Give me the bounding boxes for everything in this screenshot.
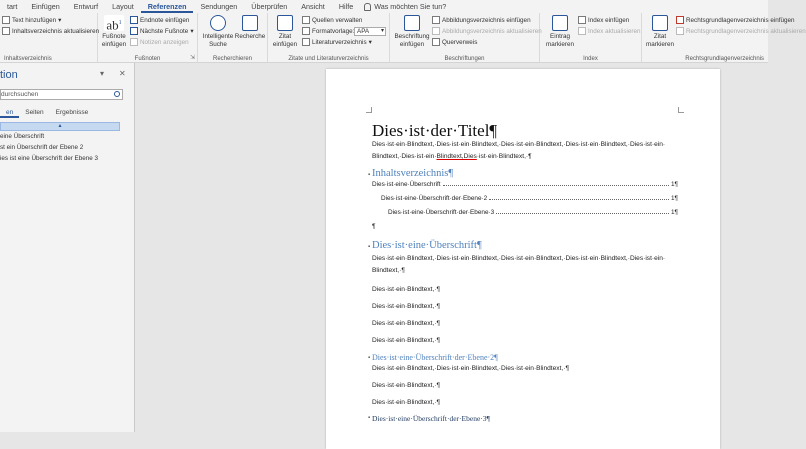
chevron-down-icon[interactable]: ▾	[100, 69, 105, 78]
manage-sources-button[interactable]: Quellen verwalten	[302, 16, 362, 24]
group-footnotes	[98, 13, 198, 63]
mark-entry-button[interactable]: Eintrag markieren	[544, 15, 576, 48]
bullet-mark: ▪	[368, 415, 371, 421]
refresh-icon	[578, 27, 586, 35]
smart-lookup-button[interactable]: Intelligente Suche	[201, 15, 235, 48]
research-icon	[242, 15, 258, 31]
body-paragraph[interactable]: Dies·ist·ein·Blindtext,·¶	[372, 382, 441, 389]
next-footnote-button[interactable]: Nächste Fußnote ▾	[130, 27, 193, 35]
insert-endnote-button[interactable]: Endnote einfügen	[130, 16, 189, 24]
document-area	[136, 63, 768, 432]
group-index	[540, 13, 642, 63]
dialog-launcher-icon[interactable]: ⇲	[189, 55, 195, 61]
heading-3[interactable]: Dies·ist·eine·Überschrift·der·Ebene·3¶	[372, 414, 490, 423]
ribbon	[0, 13, 806, 63]
group-label-citations: Zitate und Literaturverzeichnis	[288, 56, 369, 62]
tab-start[interactable]: tart	[7, 2, 18, 11]
group-label-footnotes: Fußnoten	[134, 56, 161, 62]
heading-1[interactable]: Dies·ist·eine·Überschrift¶	[372, 240, 482, 251]
group-label-captions: Beschriftungen	[444, 56, 485, 62]
nav-heading-item[interactable]: eine Überschrift	[0, 133, 45, 140]
search-icon[interactable]	[114, 91, 120, 97]
nav-heading-item[interactable]: st ein Überschrift der Ebene 2	[0, 144, 84, 151]
insert-table-of-authorities-button[interactable]: Rechtsgrundlagenverzeichnis einfügen	[676, 16, 795, 24]
group-label-authorities: Rechtsgrundlagenverzeichnis	[685, 56, 764, 62]
insert-table-of-figures-button[interactable]: Abbildungsverzeichnis einfügen	[432, 16, 531, 24]
body-paragraph[interactable]: Dies·ist·ein·Blindtext,·Dies·ist·ein·Blindtext,·Dies·ist·ein·Blindtext,·¶	[372, 365, 570, 372]
style-label: Formatvorlage:	[302, 27, 354, 35]
update-table-of-figures-button[interactable]: Abbildungsverzeichnis aktualisieren	[432, 27, 542, 35]
nav-tab-pages[interactable]: Seiten	[25, 109, 44, 116]
toc-heading[interactable]: Inhaltsverzeichnis¶	[372, 168, 454, 179]
group-label-research: Recherchieren	[212, 56, 253, 62]
nav-search-input[interactable]	[0, 89, 123, 100]
close-icon[interactable]: ✕	[119, 69, 126, 78]
navigation-pane	[0, 63, 135, 432]
bibliography-button[interactable]: Literaturverzeichnis ▾	[302, 38, 372, 46]
nav-tab-headings[interactable]: en	[0, 109, 19, 118]
table-of-authorities-icon	[676, 16, 684, 24]
tab-layout[interactable]: Layout	[112, 2, 134, 11]
nav-selected-heading-bar[interactable]: ▴	[0, 122, 120, 131]
document-page[interactable]	[326, 69, 720, 449]
document-title[interactable]: Dies·ist·der·Titel¶	[372, 121, 498, 140]
update-toc-button[interactable]: Inhaltsverzeichnis aktualisieren	[2, 27, 99, 35]
footnote-icon: $ab^1$	[104, 15, 124, 31]
tab-mailings[interactable]: Sendungen	[200, 2, 238, 11]
manage-sources-icon	[302, 16, 310, 24]
tab-review[interactable]: Überprüfen	[251, 2, 288, 11]
show-notes-icon	[130, 38, 138, 46]
insert-footnote-button[interactable]: $ab^1$ Fußnote einfügen	[101, 15, 127, 48]
group-authorities	[642, 13, 806, 63]
heading-2[interactable]: Dies·ist·eine·Überschrift·der·Ebene·2¶	[372, 353, 498, 362]
table-of-figures-icon	[432, 16, 440, 24]
add-text-button[interactable]: Text hinzufügen ▾	[2, 16, 61, 24]
tab-help[interactable]: Hilfe	[338, 2, 354, 11]
toc-entry[interactable]: Dies·ist·eine·Überschrift 1¶	[372, 181, 678, 188]
smart-lookup-icon	[210, 15, 226, 31]
citation-icon	[277, 15, 293, 31]
caption-icon	[404, 15, 420, 31]
mark-entry-icon	[552, 15, 568, 31]
nav-search-placeholder: durchsuchen	[1, 91, 39, 98]
style-icon	[302, 27, 310, 35]
bibliography-icon	[302, 38, 310, 46]
update-table-of-authorities-button[interactable]: Rechtsgrundlagenverzeichnis aktualisieren	[676, 27, 806, 35]
index-icon	[578, 16, 586, 24]
mark-citation-icon	[652, 15, 668, 31]
body-paragraph[interactable]: Dies·ist·ein·Blindtext,·Dies·ist·ein·Blindtext,·Dies·ist·ein·Blindtext,·Dies·ist·ein·Blindtext,·Dies·ist·ein· Blindtext,·¶	[372, 255, 666, 274]
research-button[interactable]: Recherche	[235, 15, 265, 41]
insert-index-button[interactable]: Index einfügen	[578, 16, 629, 24]
refresh-icon	[676, 27, 684, 35]
add-text-icon	[2, 16, 10, 24]
toc-entry[interactable]: Dies·ist·eine·Überschrift·der·Ebene·3 1¶	[388, 209, 678, 216]
show-notes-button[interactable]: Notizen anzeigen	[130, 38, 189, 46]
ribbon-tabs	[0, 0, 768, 13]
body-paragraph[interactable]: Dies·ist·ein·Blindtext,·¶	[372, 320, 441, 327]
body-paragraph[interactable]: Dies·ist·ein·Blindtext,·¶	[372, 303, 441, 310]
bullet-mark: ▪	[368, 355, 371, 361]
group-toc	[0, 13, 98, 63]
tell-me-box[interactable]	[360, 2, 446, 11]
tab-insert[interactable]: Einfügen	[31, 2, 60, 11]
nav-tab-results[interactable]: Ergebnisse	[55, 109, 89, 116]
tab-design[interactable]: Entwurf	[73, 2, 99, 11]
nav-tabs	[0, 109, 94, 118]
group-captions	[390, 13, 540, 63]
nav-heading-item[interactable]: ies ist eine Überschrift der Ebene 3	[0, 155, 99, 162]
body-paragraph[interactable]: Dies·ist·ein·Blindtext,·¶	[372, 286, 441, 293]
group-citations	[268, 13, 390, 63]
next-footnote-icon	[130, 27, 138, 35]
insert-citation-button[interactable]: Zitat einfügen	[270, 15, 300, 48]
cross-reference-icon	[432, 38, 440, 46]
group-research	[198, 13, 268, 63]
mark-citation-button[interactable]: Zitat markieren	[646, 15, 674, 48]
bullet-mark: ▪	[368, 244, 371, 250]
nav-title: tion	[0, 69, 18, 81]
refresh-icon	[432, 27, 440, 35]
group-label-toc: Inhaltsverzeichnis	[4, 56, 52, 62]
body-paragraph[interactable]: Dies·ist·ein·Blindtext,·¶	[372, 399, 441, 406]
empty-paragraph[interactable]: ¶	[372, 223, 376, 230]
refresh-icon	[2, 27, 10, 35]
update-index-button[interactable]: Index aktualisieren	[578, 27, 641, 35]
crop-mark	[366, 107, 372, 113]
lightbulb-icon	[364, 3, 371, 11]
endnote-icon	[130, 16, 138, 24]
tab-references[interactable]: Referenzen	[141, 0, 194, 13]
bullet-mark: ▪	[368, 172, 371, 178]
body-paragraph[interactable]: Dies·ist·ein·Blindtext,·¶	[372, 337, 441, 344]
spellcheck-word[interactable]: Blindtext,Dies	[436, 153, 477, 160]
group-label-index: Index	[583, 56, 598, 62]
tab-view[interactable]: Ansicht	[301, 2, 325, 11]
toc-entry[interactable]: Dies·ist·eine·Überschrift·der·Ebene·2 1¶	[381, 195, 678, 202]
cross-reference-button[interactable]: Querverweis	[432, 38, 477, 46]
crop-mark	[678, 107, 684, 113]
insert-caption-button[interactable]: Beschriftung einfügen	[394, 15, 430, 48]
tell-me-text: Was möchten Sie tun?	[374, 2, 447, 11]
style-dropdown[interactable]: APA ▾	[354, 27, 386, 36]
intro-paragraph[interactable]: Dies·ist·ein·Blindtext,·Dies·ist·ein·Blindtext,·Dies·ist·ein·Blindtext,·Dies·ist·ein·Blindtext,·Dies·ist·ein· Blindtext,·Dies·ist·ein·Blindtext,Dies·ist·ein·Blindtext,·¶	[372, 141, 666, 160]
